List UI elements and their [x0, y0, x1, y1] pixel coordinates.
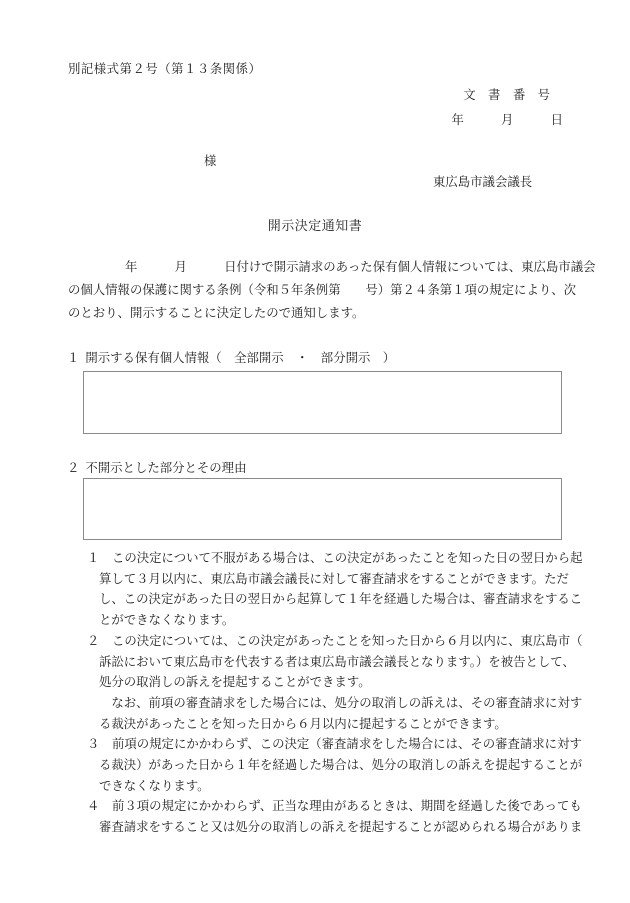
body-paragraph-line: 年 月 日付けで開示請求のあった保有個人情報については、東広島市議会: [125, 259, 596, 274]
addressee-honorific: 様: [204, 153, 217, 168]
note-line: なお、前項の審査請求をした場合には、処分の取消しの訴えは、その審査請求に対す: [99, 694, 583, 710]
note-line: [87, 548, 583, 569]
note-line: る裁決）があった日から１年を経過した場合は、処分の取消しの訴えを提起することが: [99, 757, 583, 773]
note-line: とができなくなります。: [99, 612, 235, 628]
section-2-heading: [67, 459, 246, 476]
section-2-title: 不開示とした部分とその理由: [85, 460, 247, 475]
notes-list: [87, 548, 583, 838]
section-1-heading: [67, 349, 395, 366]
note-line: る裁決があったことを知った日から６月以内に提起することができます。: [99, 715, 507, 731]
note-line: できなくなります。: [99, 777, 210, 793]
body-paragraph-line: の個人情報の保護に関する条例（令和５年条例第 号）第２４条第１項の規定により、次: [68, 282, 577, 297]
note-line: 訴訟において東広島市を代表する者は東広島市議会議長となります。）を被告として、: [99, 653, 575, 669]
form-reference-label: 別記様式第２号（第１３条関係）: [68, 61, 262, 76]
section-1-title: 開示する保有個人情報（ 全部開示 ・ 部分開示 ）: [85, 350, 396, 365]
note-line: 算して３月以内に、東広島市議会議長に対して審査請求をすることができます。ただ: [99, 570, 569, 586]
note-item-2: [87, 631, 583, 735]
note-item-1: [87, 548, 583, 631]
note-2-number: ２: [87, 632, 100, 648]
body-paragraph: [68, 255, 596, 324]
body-paragraph-line: のとおり、開示することに決定したので通知します。: [68, 305, 365, 320]
note-4-number: ４: [87, 798, 100, 814]
note-3-number: ３: [87, 736, 100, 752]
note-line: [87, 734, 582, 755]
disclosed-information-box: [83, 371, 562, 434]
nondisclosure-reason-box: [83, 478, 562, 540]
section-2-number: ２: [67, 460, 80, 475]
note-line: 処分の取消しの訴えを提起することができます。: [99, 674, 371, 690]
sender-name: 東広島市議会議長: [433, 174, 533, 189]
note-item-4: [87, 796, 583, 837]
note-line: 審査請求をすること又は処分の取消しの訴えを提起することが認められる場合がありま: [99, 819, 583, 835]
note-line: [87, 796, 582, 817]
document-number-label: 文 書 番 号: [463, 87, 550, 102]
note-line: [87, 631, 583, 652]
note-text: この決定については、この決定があったことを知った日から６月以内に、東広島市（: [112, 632, 583, 648]
document-date-label: 年 月 日: [451, 112, 563, 127]
section-1-number: １: [67, 350, 80, 365]
note-text: この決定について不服がある場合は、この決定があったことを知った日の翌日から起: [112, 550, 583, 565]
document-title: 開示決定通知書: [267, 219, 363, 234]
note-text: 前３項の規定にかかわらず、正当な理由があるときは、期間を経過した後であっても: [112, 798, 582, 814]
note-line: し、この決定があった日の翌日から起算して１年を経過した場合は、審査請求をするこ: [99, 591, 583, 607]
note-1-number: １: [87, 550, 100, 565]
note-text: 前項の規定にかかわらず、この決定（審査請求をした場合には、その審査請求に対す: [112, 736, 582, 752]
note-item-3: [87, 734, 583, 796]
